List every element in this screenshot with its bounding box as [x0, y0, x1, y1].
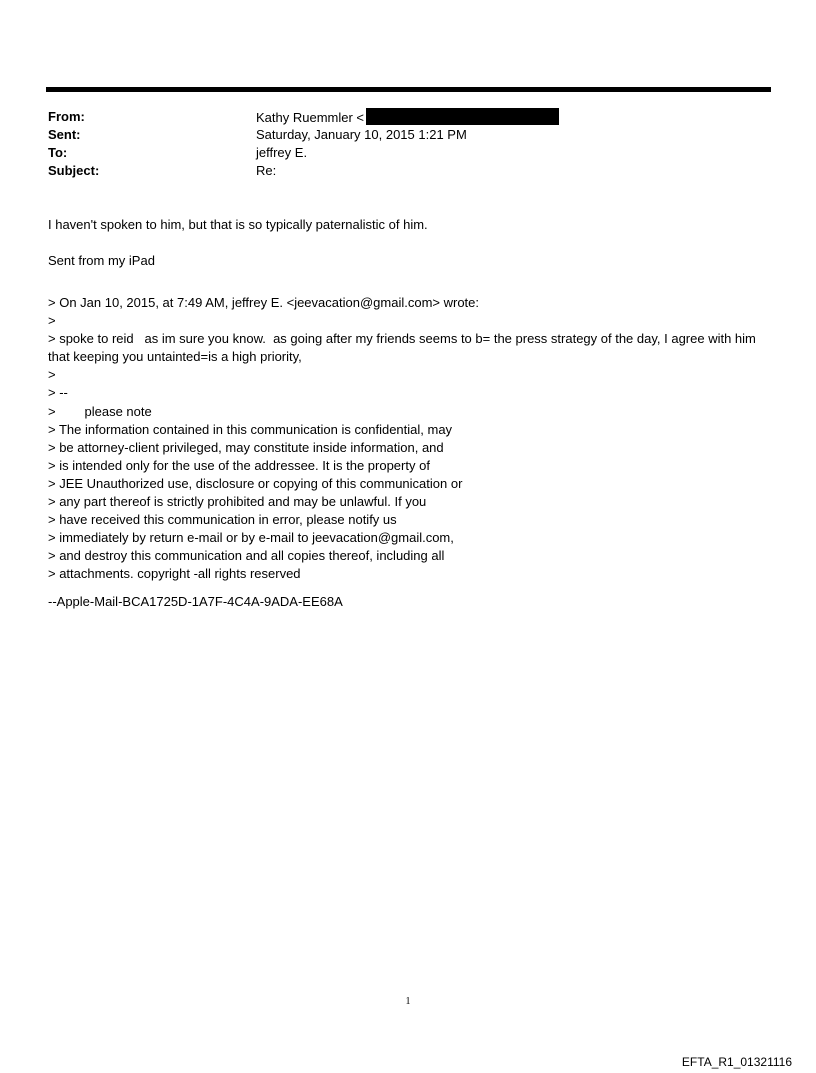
signature-text: Sent from my iPad: [48, 253, 155, 268]
to-label: To:: [48, 145, 68, 160]
subject-label: Subject:: [48, 163, 100, 178]
quoted-line: > --: [48, 385, 68, 401]
sender-name: Kathy Ruemmler <: [256, 110, 365, 125]
quoted-line: >: [48, 367, 56, 383]
quoted-line: > please note: [48, 403, 152, 419]
page-number: 1: [405, 996, 411, 1007]
redaction-box: [366, 108, 559, 125]
quoted-line: > On Jan 10, 2015, at 7:49 AM, jeffrey E. <jeevacation@gmail.com> wrote:: [48, 295, 479, 310]
bates-number: EFTA_R1_01321116: [681, 1055, 792, 1069]
quoted-line: > any part thereof is strictly prohibited and may be unlawful. If you: [48, 494, 427, 510]
quoted-line: > attachments. copyright -all rights reserved: [48, 566, 301, 582]
from-label: From:: [48, 109, 85, 124]
sent-label: Sent:: [48, 127, 81, 142]
quoted-line: > spoke to reid as im sure you know. as going after my friends seems to b= the press strategy of the day, I agree with him that keeping you untainted=is a high priority,: [48, 331, 760, 365]
from-value: [256, 108, 559, 127]
mime-boundary: --Apple-Mail-BCA1725D-1A7F-4C4A-9ADA-EE68A: [48, 594, 343, 609]
header-rule: [46, 87, 771, 92]
subject-value: Re:: [256, 163, 277, 178]
quoted-line: > is intended only for the use of the addressee. It is the property of: [48, 457, 430, 473]
quoted-line: > The information contained in this communication is confidential, may: [48, 421, 453, 437]
reply-text: I haven't spoken to him, but that is so typically paternalistic of him.: [48, 217, 428, 232]
quoted-line: > have received this communication in error, please notify us: [48, 512, 397, 528]
quoted-line: > immediately by return e-mail or by e-mail to jeevacation@gmail.com,: [48, 530, 454, 546]
quoted-line: > be attorney-client privileged, may constitute inside information, and: [48, 439, 444, 455]
quoted-message: [48, 294, 770, 584]
quoted-line: > JEE Unauthorized use, disclosure or copying of this communication or: [48, 475, 463, 491]
quoted-line: >: [48, 313, 56, 329]
quoted-line: > and destroy this communication and all copies thereof, including all: [48, 548, 445, 564]
sent-value: Saturday, January 10, 2015 1:21 PM: [256, 127, 467, 142]
to-value: jeffrey E.: [256, 145, 308, 160]
